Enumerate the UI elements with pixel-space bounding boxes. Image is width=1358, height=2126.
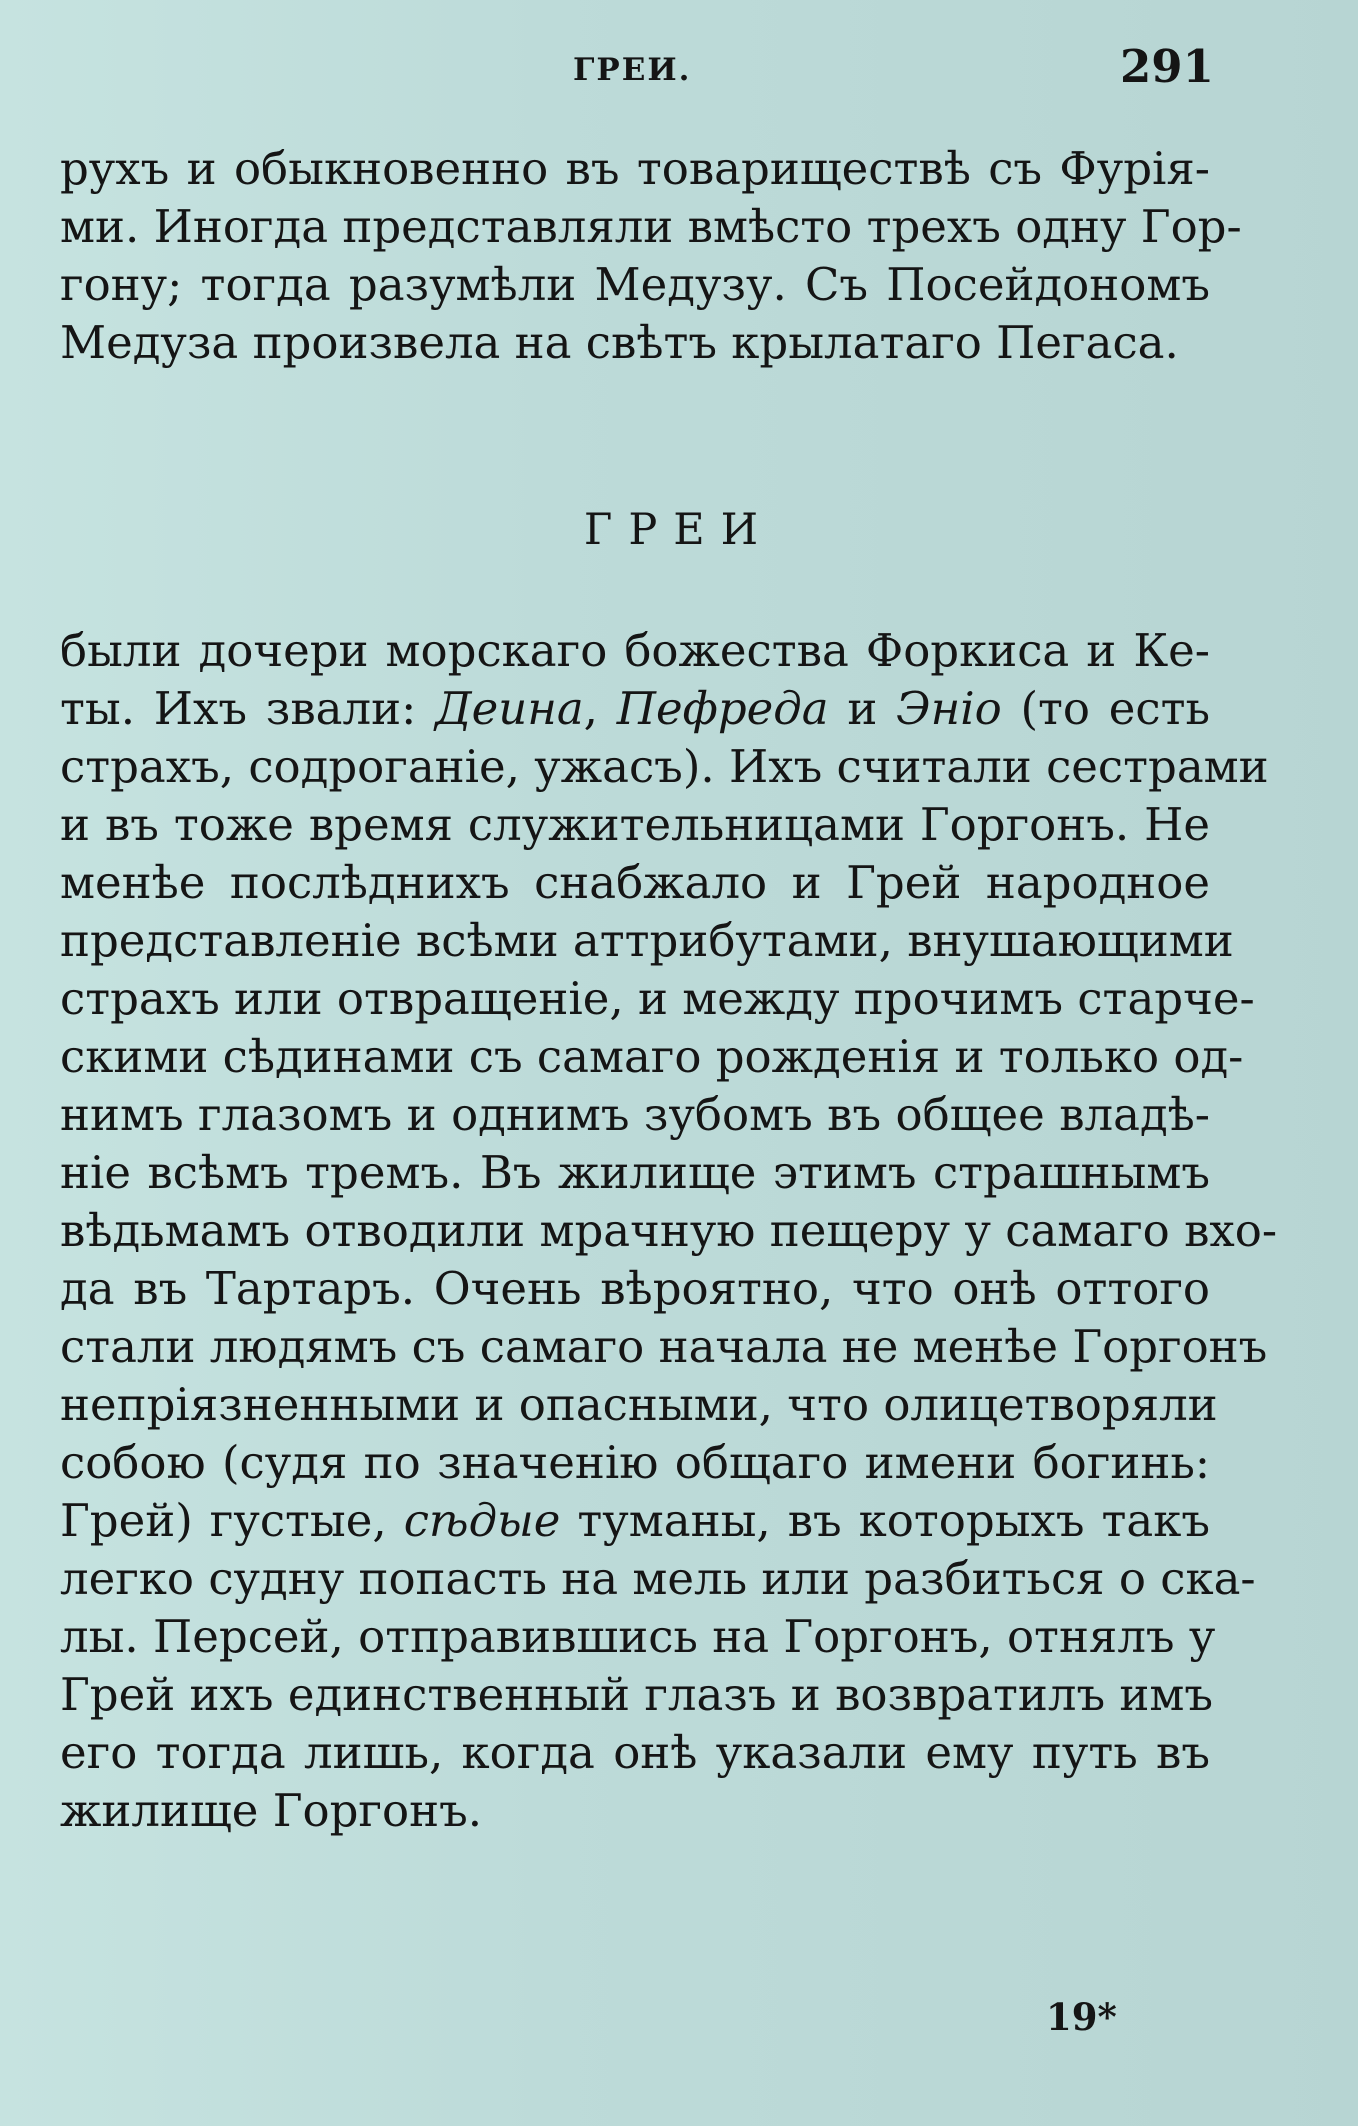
text-line: представленіе всѣми аттрибутами, внушающими <box>60 914 1234 967</box>
paragraph-grai <box>60 622 1278 1840</box>
text-line: страхъ, содроганіе, ужасъ). Ихъ считали сестрами <box>60 740 1269 793</box>
text-line: лы. Персей, отправившись на Горгонъ, отнялъ у <box>60 1610 1216 1663</box>
text-line: собою (судя по значенію общаго имени богинь: <box>60 1436 1210 1489</box>
paragraph-continuation <box>60 140 1242 372</box>
text-line: страхъ или отвращеніе, и между прочимъ старче- <box>60 972 1255 1025</box>
name-pefreda: Пефреда <box>616 682 829 735</box>
text-line: непріязненными и опасными, что олицетворяли <box>60 1378 1218 1431</box>
emphasized-word: сѣдые <box>403 1494 561 1547</box>
text-line: были дочери морскаго божества Форкиса и Ке- <box>60 624 1210 677</box>
text-run: туманы, въ которыхъ такъ <box>560 1494 1210 1547</box>
running-head: ГРЕИ. <box>573 52 692 88</box>
name-deina: Деина <box>435 682 584 735</box>
text-line: нимъ глазомъ и однимъ зубомъ въ общее владѣ- <box>60 1088 1210 1141</box>
text-run: ты. Ихъ звали: <box>60 682 435 735</box>
text-line: вѣдьмамъ отводили мрачную пещеру у самаго вхо- <box>60 1204 1278 1257</box>
text-line: да въ Тартаръ. Очень вѣроятно, что онѣ оттого <box>60 1262 1210 1315</box>
text-run: , <box>583 682 617 735</box>
text-run: (то есть <box>1001 682 1210 735</box>
text-line: Грей ихъ единственный глазъ и возвратилъ имъ <box>60 1668 1214 1721</box>
name-enio: Эніо <box>896 682 1002 735</box>
section-title: ГРЕИ <box>583 505 775 555</box>
text-line: менѣе послѣднихъ снабжало и Грей народное <box>60 856 1210 909</box>
text-run: и <box>828 682 897 735</box>
text-run: Грей) густые, <box>60 1494 404 1547</box>
text-line <box>60 680 1210 738</box>
text-line: ніе всѣмъ тремъ. Въ жилище этимъ страшнымъ <box>60 1146 1210 1199</box>
text-line: жилище Горгонъ. <box>60 1784 483 1837</box>
text-line: Медуза произвела на свѣтъ крылатаго Пегаса. <box>60 316 1179 369</box>
page-number: 291 <box>1120 40 1214 93</box>
text-line <box>60 1492 1210 1550</box>
text-line: и въ тоже время служительницами Горгонъ. Не <box>60 798 1210 851</box>
text-line: легко судну попасть на мель или разбиться о ска- <box>60 1552 1256 1605</box>
text-line: ми. Иногда представляли вмѣсто трехъ одну Гор- <box>60 200 1242 253</box>
text-line: стали людямъ съ самаго начала не менѣе Горгонъ <box>60 1320 1268 1373</box>
text-line: его тогда лишь, когда онѣ указали ему путь въ <box>60 1726 1210 1779</box>
text-line: рухъ и обыкновенно въ товариществѣ съ Фурія- <box>60 142 1210 195</box>
text-line: гону; тогда разумѣли Медузу. Съ Посейдономъ <box>60 258 1210 311</box>
signature-mark: 19* <box>1046 1995 1117 2039</box>
text-line: скими сѣдинами съ самаго рожденія и только од- <box>60 1030 1244 1083</box>
